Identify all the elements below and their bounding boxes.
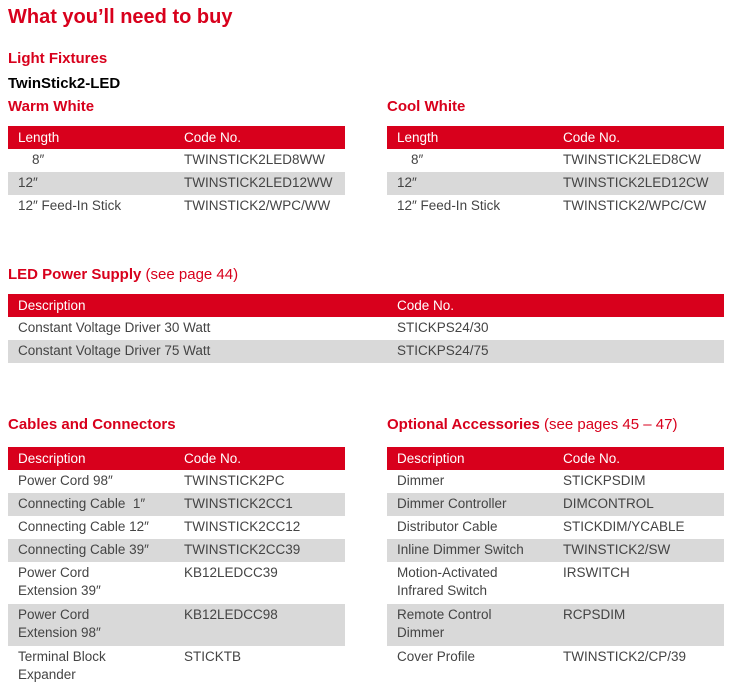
- col-header-code: Code No.: [553, 126, 724, 149]
- table-row: [8, 539, 345, 562]
- cell-description: Inline Dimmer Switch: [387, 539, 553, 562]
- cell-description: Constant Voltage Driver 30 Watt: [18, 320, 211, 335]
- cell-description: Distributor Cable: [397, 519, 498, 534]
- cell-code: STICKPS24/75: [387, 340, 724, 363]
- accessories-note: (see pages 45 – 47): [544, 416, 678, 433]
- cell-code: TWINSTICK2/WPC/WW: [184, 198, 331, 213]
- col-header-description: Description: [8, 447, 174, 470]
- cell-code: TWINSTICK2LED12WW: [174, 172, 345, 195]
- table-row: [8, 317, 724, 340]
- cell-description: [8, 646, 174, 688]
- cell-code: STICKPS24/30: [397, 320, 489, 335]
- table-row: [387, 149, 724, 172]
- cell-length: 12″: [387, 172, 553, 195]
- table-row: [8, 340, 724, 363]
- cell-description: Connecting Cable 12″: [18, 519, 149, 534]
- cell-code: RCPSDIM: [553, 604, 724, 646]
- cell-description: [387, 562, 553, 604]
- table-row: [387, 562, 724, 604]
- product-name: TwinStick2-LED: [8, 75, 121, 92]
- table-row: [8, 604, 345, 646]
- cell-code: TWINSTICK2CC12: [184, 519, 301, 534]
- cell-code: TWINSTICK2/SW: [553, 539, 724, 562]
- power-supply-title: LED Power Supply: [8, 266, 142, 283]
- cell-line: Extension 39″: [18, 583, 101, 598]
- cell-description: Power Cord 98″: [18, 473, 113, 488]
- cell-code: DIMCONTROL: [553, 493, 724, 516]
- cell-line: Power Cord: [18, 607, 90, 622]
- cell-code: KB12LEDCC39: [184, 565, 278, 580]
- table-row: [387, 172, 724, 195]
- cell-code: TWINSTICK2PC: [184, 473, 285, 488]
- cell-description: Constant Voltage Driver 75 Watt: [8, 340, 387, 363]
- table-row: [8, 172, 345, 195]
- cell-code: STICKTB: [184, 649, 242, 664]
- cell-line: Extension 98″: [18, 625, 101, 640]
- cell-length: 12″ Feed-In Stick: [397, 198, 501, 213]
- table-row: [387, 493, 724, 516]
- cell-length: 12″: [8, 172, 174, 195]
- cell-description: [8, 604, 174, 646]
- cell-line: Power Cord: [18, 565, 90, 580]
- col-header-code: Code No.: [387, 294, 724, 317]
- col-header-description: Description: [387, 447, 553, 470]
- power-supply-heading: [8, 266, 238, 283]
- light-fixtures-heading: Light Fixtures: [8, 50, 108, 67]
- col-header-length: Length: [8, 126, 174, 149]
- col-header-length: Length: [387, 126, 553, 149]
- cell-description: Connecting Cable 1″: [8, 493, 174, 516]
- cell-code: TWINSTICK2/WPC/CW: [563, 198, 707, 213]
- cool-white-table: [387, 126, 724, 218]
- cell-line: Expander: [18, 667, 76, 682]
- cables-heading: Cables and Connectors: [8, 416, 176, 433]
- col-header-code: Code No.: [174, 447, 345, 470]
- cell-code: STICKPSDIM: [563, 473, 646, 488]
- cool-white-heading: Cool White: [387, 98, 466, 115]
- table-row: [387, 646, 724, 669]
- cell-description: Connecting Cable 39″: [8, 539, 174, 562]
- table-row: [387, 195, 724, 218]
- cell-length: 12″ Feed-In Stick: [18, 198, 122, 213]
- cell-code: TWINSTICK2LED8CW: [563, 152, 702, 167]
- cell-code: TWINSTICK2/CP/39: [563, 649, 687, 664]
- cell-description: Dimmer Controller: [387, 493, 553, 516]
- table-row: [387, 516, 724, 539]
- cell-code: TWINSTICK2CC1: [174, 493, 345, 516]
- accessories-table: [387, 447, 724, 669]
- cell-line: Motion-Activated: [397, 565, 498, 580]
- cell-code: TWINSTICK2LED12CW: [553, 172, 724, 195]
- cell-code: KB12LEDCC98: [174, 604, 345, 646]
- cell-length: 8″: [411, 152, 424, 167]
- cell-line: Terminal Block: [18, 649, 106, 664]
- table-row: [8, 493, 345, 516]
- warm-white-heading: Warm White: [8, 98, 95, 115]
- accessories-title: Optional Accessories: [387, 416, 540, 433]
- table-row: [8, 562, 345, 604]
- cell-line: Dimmer: [397, 625, 445, 640]
- table-row: [8, 195, 345, 218]
- power-supply-table: [8, 294, 724, 363]
- cell-line: Infrared Switch: [397, 583, 488, 598]
- cables-table: [8, 447, 345, 688]
- cell-code: IRSWITCH: [563, 565, 630, 580]
- table-row: [8, 516, 345, 539]
- table-row: [387, 604, 724, 646]
- cell-description: [8, 562, 174, 604]
- col-header-description: Description: [8, 294, 387, 317]
- cell-description: Cover Profile: [397, 649, 476, 664]
- col-header-code: Code No.: [174, 126, 345, 149]
- warm-white-table: [8, 126, 345, 218]
- power-supply-note: (see page 44): [145, 266, 239, 283]
- table-row: [8, 149, 345, 172]
- cell-code: STICKDIM/YCABLE: [563, 519, 685, 534]
- col-header-code: Code No.: [553, 447, 724, 470]
- cell-length: 8″: [32, 152, 45, 167]
- table-row: [8, 470, 345, 493]
- cell-description: Dimmer: [397, 473, 445, 488]
- table-row: [387, 539, 724, 562]
- cell-description: [387, 604, 553, 646]
- table-row: [8, 646, 345, 688]
- cell-code: TWINSTICK2CC39: [174, 539, 345, 562]
- cell-code: TWINSTICK2LED8WW: [184, 152, 326, 167]
- cell-line: Remote Control: [397, 607, 492, 622]
- accessories-heading: [387, 416, 677, 433]
- page-title: What you’ll need to buy: [8, 6, 233, 28]
- table-row: [387, 470, 724, 493]
